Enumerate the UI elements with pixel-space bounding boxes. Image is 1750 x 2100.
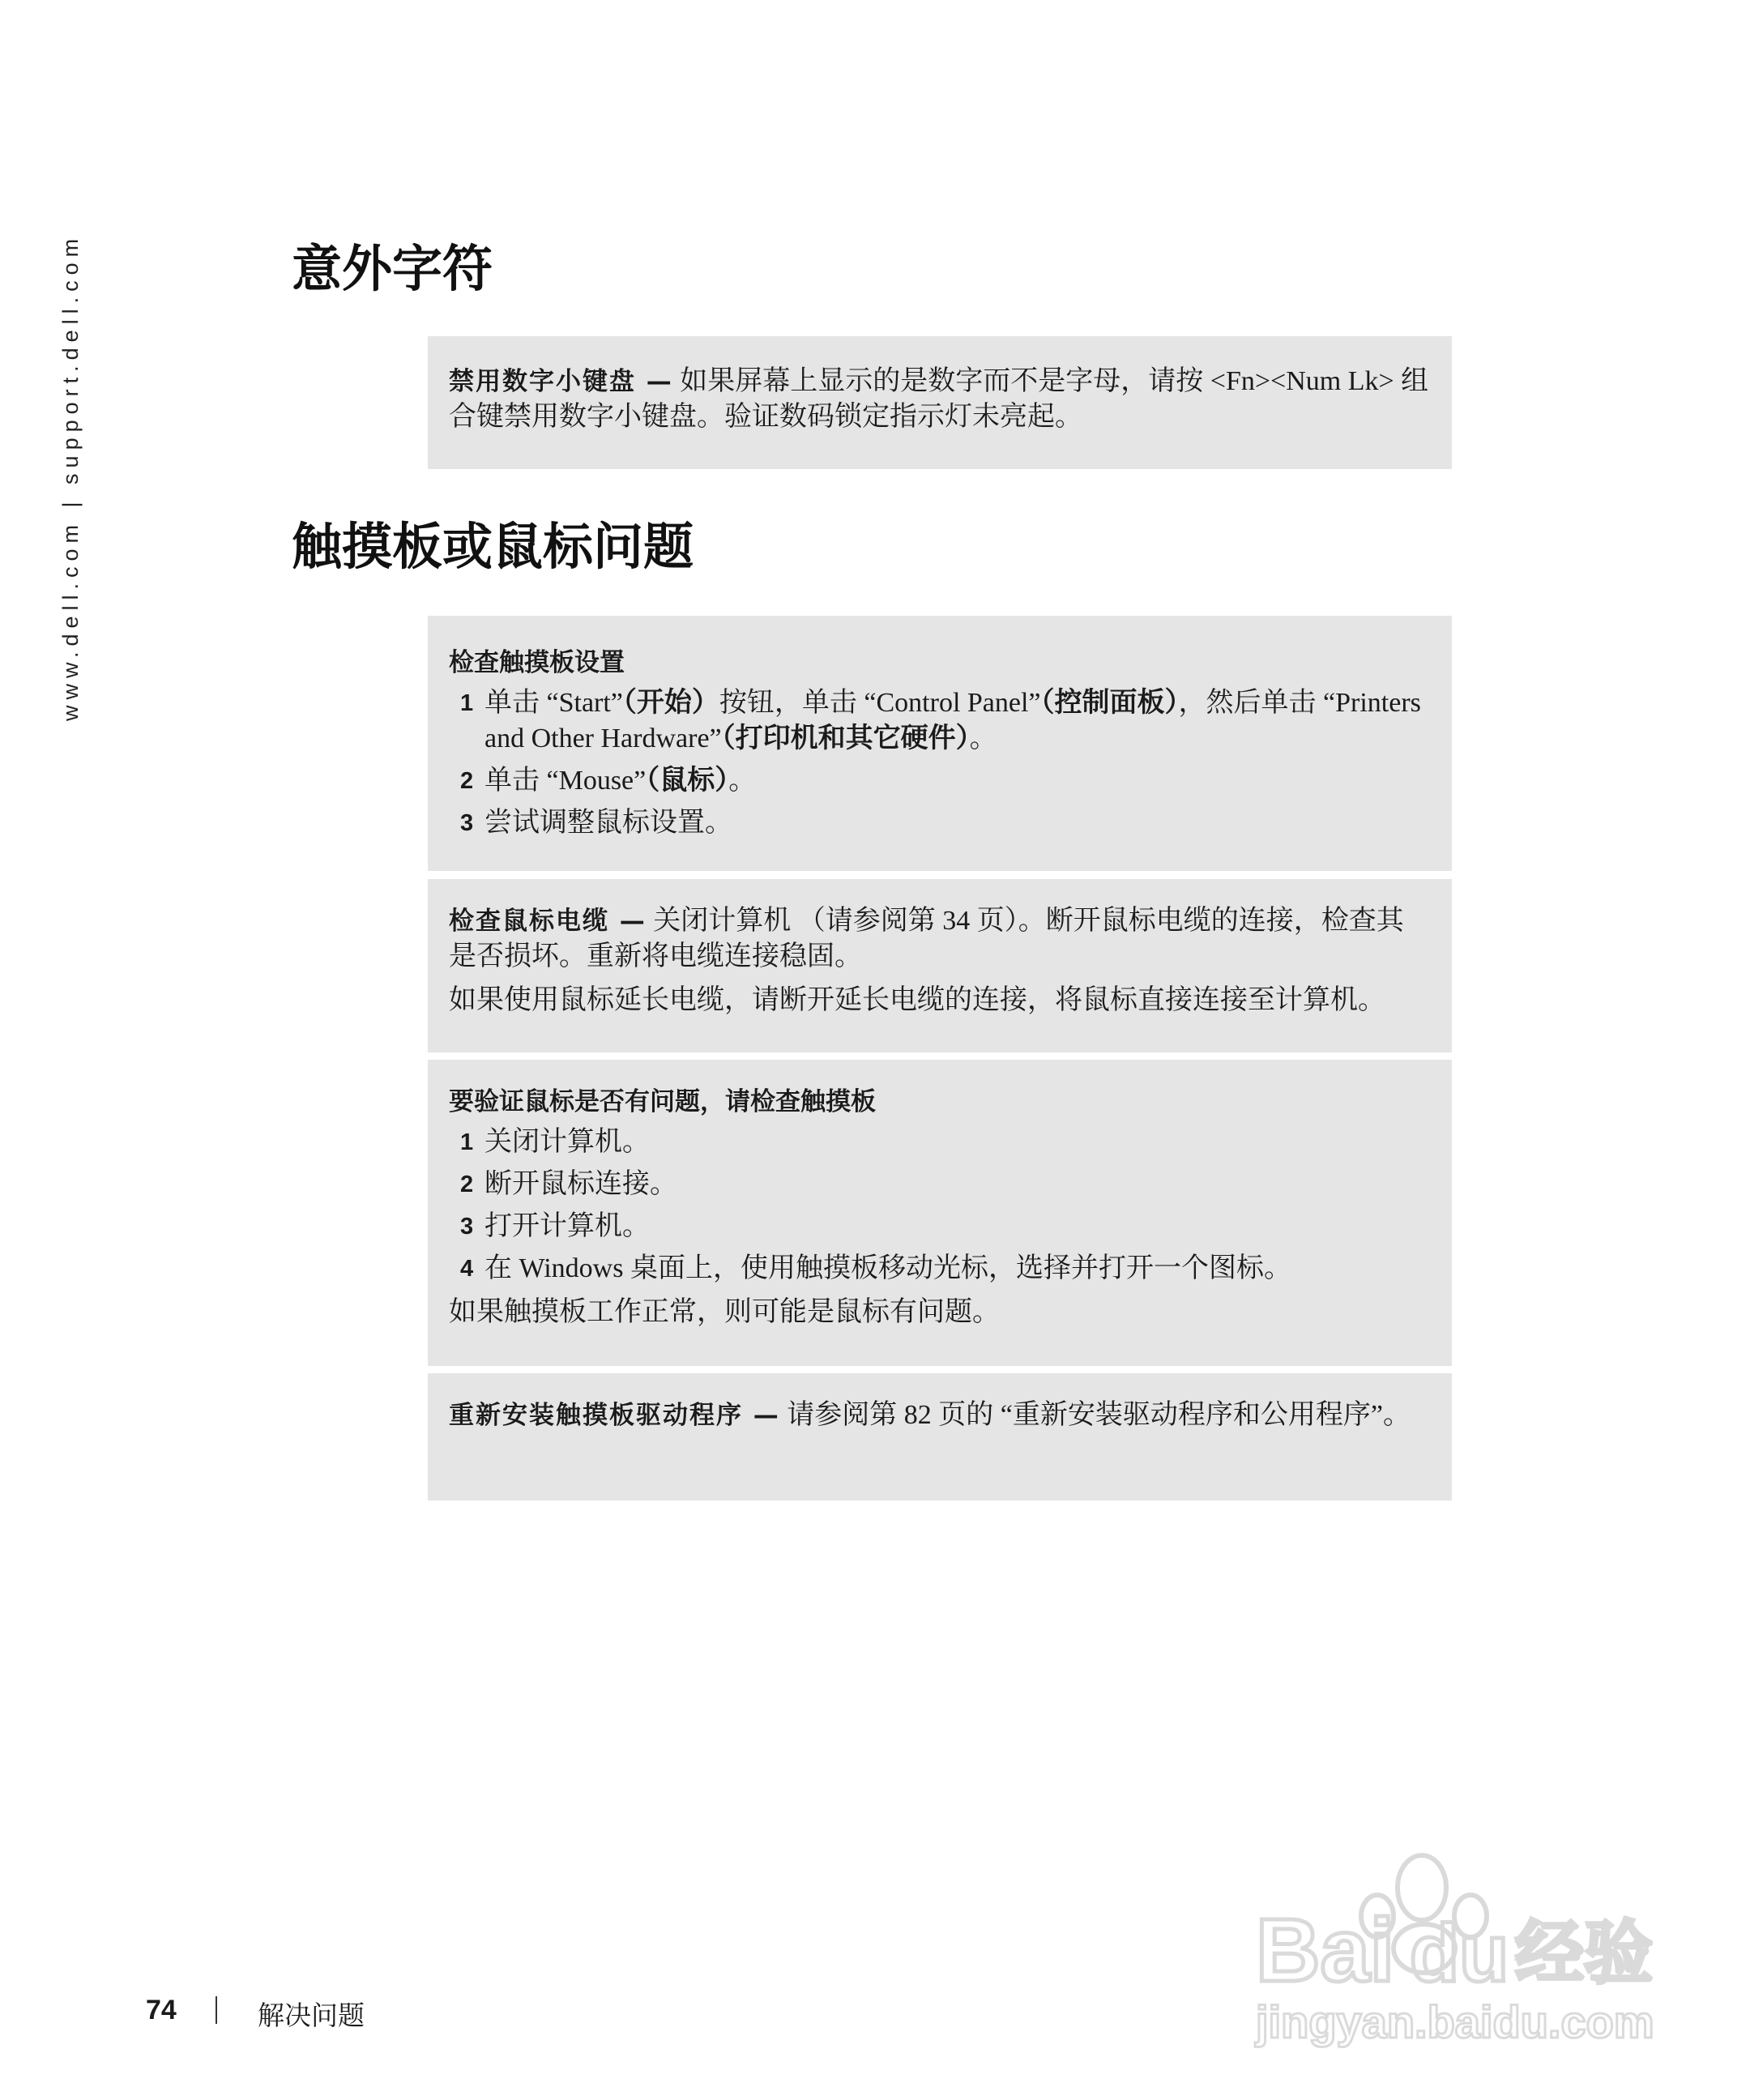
numpad-text: 如果屏幕上显示的是数字而不是字母，请按 <Fn><Num Lk> 组合键禁用数字小键盘。验证数码锁定指示灯未亮起。: [449, 366, 1429, 432]
note-box-numpad: [428, 336, 1452, 469]
step-text: 按钮，单击 “Control Panel”: [719, 688, 1041, 718]
touchpad-settings-heading: 检查触摸板设置: [449, 648, 625, 677]
step-text-bold: （鼠标）: [646, 766, 729, 796]
mouse-cable-para: 如果使用鼠标延长电缆，请断开延长电缆的连接，将鼠标直接连接至计算机。: [449, 985, 1385, 1015]
reinstall-driver-lead: 重新安装触摸板驱动程序 —: [449, 1401, 780, 1430]
step-text: 断开鼠标连接。: [484, 1169, 677, 1199]
verify-mouse-para: 如果触摸板工作正常，则可能是鼠标有问题。: [449, 1297, 1000, 1327]
step-number: 1: [460, 1129, 474, 1155]
page-footer: [146, 1995, 365, 2031]
step-text: 关闭计算机。: [484, 1127, 650, 1157]
step-number: 2: [460, 1172, 474, 1197]
footer-divider: [216, 1996, 217, 2024]
step-text: 。: [728, 766, 757, 796]
svg-text:经验: 经验: [1515, 1914, 1654, 1994]
list-item: [449, 1167, 1431, 1202]
step-text: 单击 “Mouse”: [484, 766, 647, 796]
list-item: [449, 805, 1431, 841]
step-text: 在 Windows 桌面上，使用触摸板移动光标，选择并打开一个图标。: [484, 1253, 1291, 1283]
mouse-cable-lead: 检查鼠标电缆 —: [449, 907, 647, 936]
step-number: 4: [460, 1256, 474, 1282]
footer-section-title: 解决问题: [258, 2000, 365, 2031]
note-box-touchpad-settings: [428, 616, 1452, 871]
section-title-touchpad-mouse: 触摸板或鼠标问题: [292, 517, 694, 576]
step-text: ，然后单击 “Printers and Other Hardware”: [484, 688, 1421, 753]
svg-text:du: du: [1410, 1908, 1509, 1999]
step-text: 。: [969, 723, 997, 753]
note-box-verify-mouse: [428, 1060, 1452, 1366]
numpad-lead: 禁用数字小键盘 —: [449, 367, 673, 396]
list-item: [449, 685, 1431, 757]
verify-mouse-heading: 要验证鼠标是否有问题，请检查触摸板: [449, 1087, 876, 1116]
page-number: 74: [146, 1995, 177, 2025]
list-item: [449, 1125, 1431, 1160]
list-item: [449, 763, 1431, 799]
step-text-bold: （控制面板）: [1040, 688, 1179, 718]
step-text: 单击 “Start”: [484, 688, 623, 718]
side-url-label: www.dell.com | support.dell.com: [58, 233, 83, 721]
step-text: 尝试调整鼠标设置。: [484, 808, 732, 838]
list-item: [449, 1251, 1431, 1287]
step-number: 2: [460, 768, 474, 794]
note-box-mouse-cable: [428, 879, 1452, 1052]
step-text: 打开计算机。: [484, 1211, 650, 1241]
note-box-reinstall-driver: [428, 1373, 1452, 1500]
section-title-unexpected-characters: 意外字符: [292, 239, 493, 298]
step-number: 3: [460, 1214, 474, 1240]
step-text-bold: （开始）: [622, 688, 719, 718]
list-item: [449, 1209, 1431, 1244]
step-number: 1: [460, 690, 474, 716]
step-text-bold: （打印机和其它硬件）: [721, 723, 970, 753]
mouse-cable-text: 关闭计算机 （请参阅第 34 页）。断开鼠标电缆的连接，检查其是否损坏。重新将电缆连接稳固。: [449, 906, 1404, 971]
svg-text:Bai: Bai: [1256, 1901, 1395, 2000]
reinstall-driver-text: 请参阅第 82 页的 “重新安装驱动程序和公用程序”。: [779, 1400, 1411, 1430]
step-number: 3: [460, 810, 474, 836]
baidu-watermark-logo: [1248, 1839, 1669, 2050]
side-url-text: [58, 235, 91, 721]
svg-text:jingyan.baidu.com: jingyan.baidu.com: [1256, 1996, 1654, 2047]
